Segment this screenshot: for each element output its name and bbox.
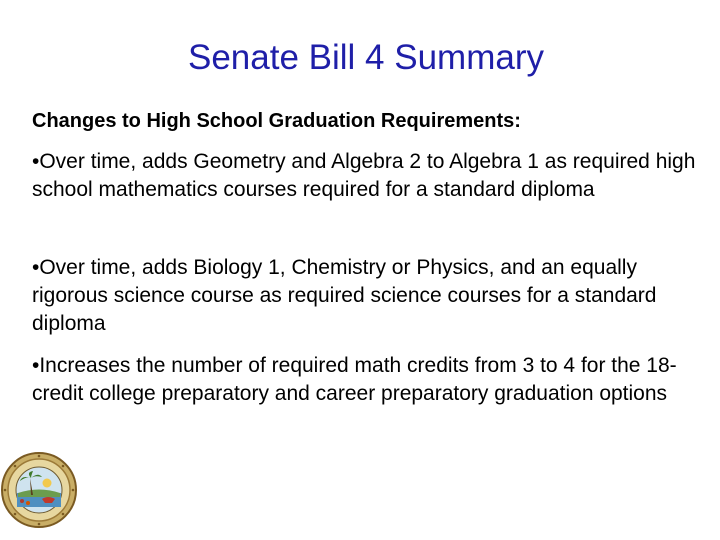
section-heading: Changes to High School Graduation Requirements: bbox=[32, 110, 521, 132]
bullet-item: •Over time, adds Geometry and Algebra 2 to Algebra 1 as required high school mathematics courses required for a standard diploma bbox=[32, 150, 696, 201]
bullet-item: •Increases the number of required math credits from 3 to 4 for the 18-credit college preparatory and career preparatory graduation options bbox=[32, 354, 677, 405]
state-seal-icon bbox=[0, 451, 78, 529]
slide-title: Senate Bill 4 Summary bbox=[188, 38, 544, 77]
bullet-item: •Over time, adds Biology 1, Chemistry or Physics, and an equally rigorous science course as required science courses for a standard diploma bbox=[32, 256, 657, 335]
